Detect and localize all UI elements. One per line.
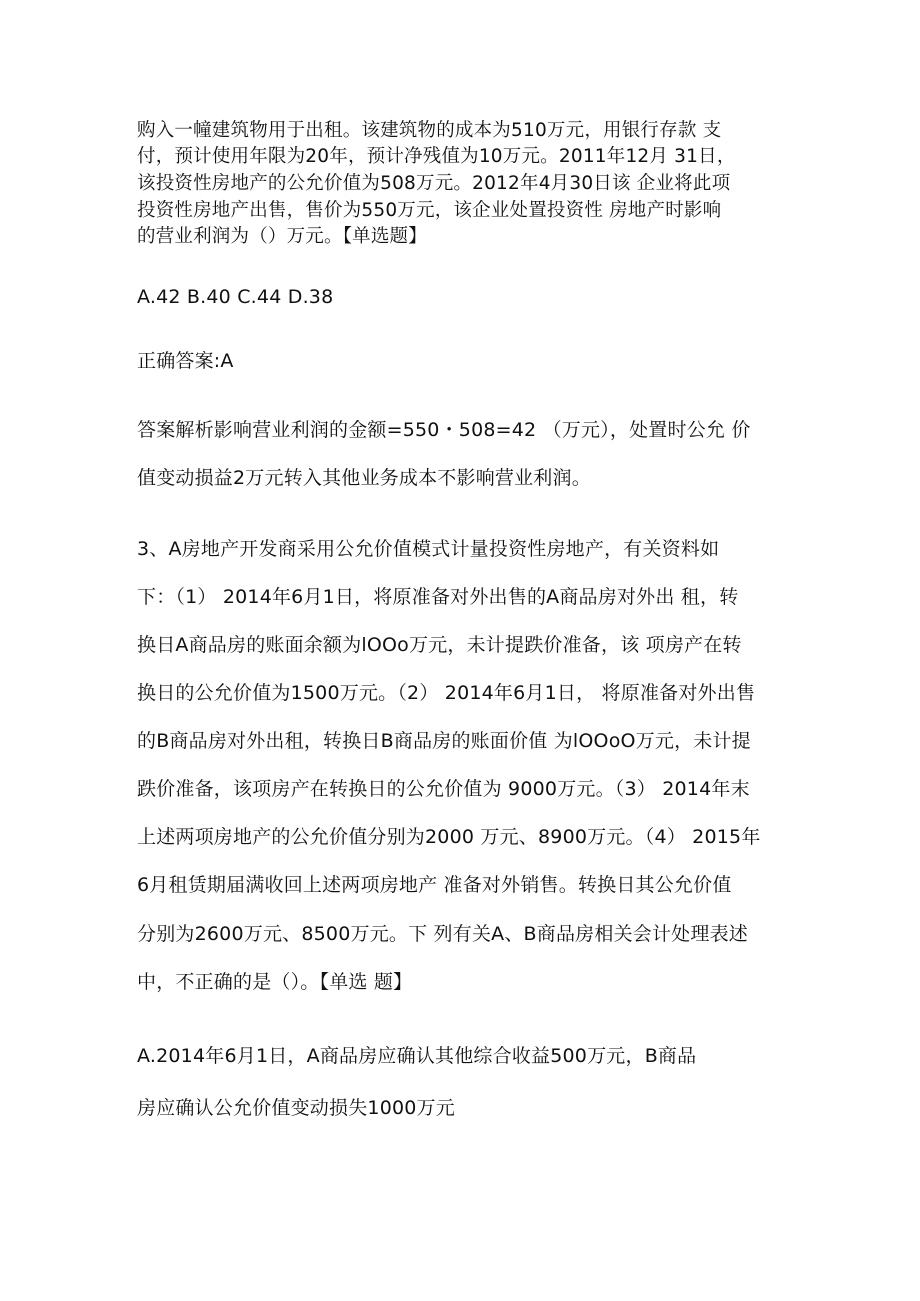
question-3-stem-line-9: 分别为2600万元、8500万元。下 列有关A、B商品房相关会计处理表述 xyxy=(137,923,748,945)
question-3-stem-line-7: 上述两项房地产的公允价值分别为2000 万元、8900万元。（4） 2015年 xyxy=(137,826,761,848)
question-2-analysis-line-2: 值变动损益2万元转入其他业务成本不影响营业利润。 xyxy=(137,467,591,489)
question-2-analysis-line-1: 答案解析影响营业利润的金额=550・508=42 （万元），处置时公允 价 xyxy=(137,419,751,441)
question-2-stem-line-3: 该投资性房地产的公允价值为508万元。2012年4月30日该 企业将此项 xyxy=(137,173,731,194)
question-2-stem-line-4: 投资性房地产出售，售价为550万元，该企业处置投资性 房地产时影响 xyxy=(137,200,722,221)
question-3-stem-line-6: 跌价准备，该项房产在转换日的公允价值为 9000万元。（3） 2014年末 xyxy=(137,778,750,800)
question-3-stem-line-1: 3、A房地产开发商采用公允价值模式计量投资性房地产，有关资料如 xyxy=(137,538,720,560)
question-2-answer: 正确答案:A xyxy=(137,350,234,372)
question-3-option-a-line-1: A.2014年6月1日，A商品房应确认其他综合收益500万元，B商品 xyxy=(137,1045,697,1067)
question-2-stem-line-1: 购入一幢建筑物用于出租。该建筑物的成本为510万元，用银行存款 支 xyxy=(137,120,722,141)
question-3-stem-line-10: 中，不正确的是（）。【单选 题】 xyxy=(137,971,413,993)
question-2-options: A.42 B.40 C.44 D.38 xyxy=(137,286,334,308)
question-3-stem-line-5: 的B商品房对外出租，转换日B商品房的账面价值 为lOOoO万元，未计提 xyxy=(137,730,751,752)
question-2-stem-line-5: 的营业利润为（）万元。【单选题】 xyxy=(137,226,427,247)
question-3-stem-line-2: 下：（1） 2014年6月1日，将原准备对外出售的A商品房对外出 租，转 xyxy=(137,586,739,608)
question-3-stem-line-8: 6月租赁期届满收回上述两项房地产 准备对外销售。转换日其公允价值 xyxy=(137,874,732,896)
question-3-stem-line-3: 换日A商品房的账面余额为lOOo万元，未计提跌价准备，该 项房产在转 xyxy=(137,634,742,656)
question-3-stem-line-4: 换日的公允价值为1500万元。（2） 2014年6月1日， 将原准备对外出售 xyxy=(137,682,756,704)
question-3-option-a-line-2: 房应确认公允价值变动损失1000万元 xyxy=(137,1097,455,1119)
question-2-stem-line-2: 付，预计使用年限为20年，预计净残值为10万元。2011年12月 31日， xyxy=(137,146,736,167)
